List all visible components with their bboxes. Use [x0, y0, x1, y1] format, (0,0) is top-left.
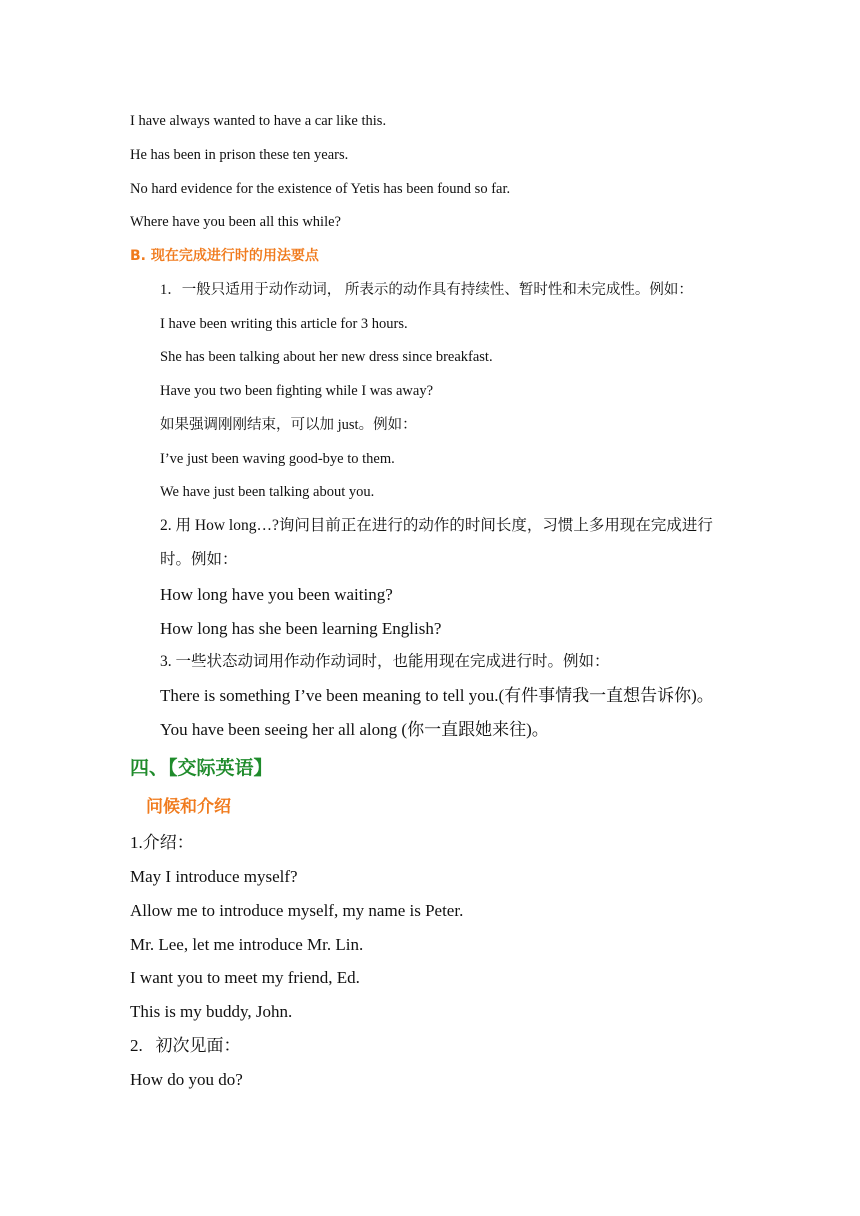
example-sentence: I’ve just been waving good-bye to them.: [160, 451, 395, 467]
usage-point-2-continued: 时。例如：: [160, 551, 238, 568]
usage-point-3: 3. 一些状态动词用作动作动词时，也能用现在完成进行时。例如：: [160, 653, 610, 670]
example-sentence: There is something I’ve been meaning to tell you.(有件事情我一直想告诉你)。: [160, 686, 714, 705]
section-four-subheading: 问候和介绍: [146, 797, 231, 817]
example-sentence: Mr. Lee, let me introduce Mr. Lin.: [130, 935, 364, 954]
section-four-heading: 四、【交际英语】: [130, 757, 273, 779]
example-sentence: This is my buddy, John.: [130, 1002, 293, 1021]
example-sentence: I have been writing this article for 3 hours.: [160, 316, 408, 332]
example-sentence: Allow me to introduce myself, my name is Peter.: [130, 901, 464, 920]
example-sentence: How long has she been learning English?: [160, 619, 442, 638]
usage-point-2: 2. 用 How long…?询问目前正在进行的动作的时间长度，习惯上多用现在完成进行: [160, 517, 713, 534]
example-sentence: Where have you been all this while?: [130, 214, 341, 230]
just-note: 如果强调刚刚结束，可以加 just。例如：: [160, 417, 417, 433]
example-sentence: I want you to meet my friend, Ed.: [130, 968, 360, 987]
first-meet-label: 2. 初次见面：: [130, 1036, 241, 1055]
section-b-heading: B. 现在完成进行时的用法要点: [130, 248, 319, 264]
example-sentence: I have always wanted to have a car like this.: [130, 113, 387, 129]
example-sentence: We have just been talking about you.: [160, 484, 375, 500]
example-sentence: How do you do?: [130, 1070, 243, 1089]
usage-point-1: 1．一般只适用于动作动词， 所表示的动作具有持续性、暂时性和未完成性。例如：: [160, 282, 693, 298]
example-sentence: You have been seeing her all along (你一直跟她来往)。: [160, 720, 549, 739]
example-sentence: She has been talking about her new dress since breakfast.: [160, 349, 493, 365]
example-sentence: Have you two been fighting while I was away?: [160, 383, 434, 399]
example-sentence: No hard evidence for the existence of Yetis has been found so far.: [130, 181, 511, 197]
example-sentence: May I introduce myself?: [130, 867, 298, 886]
intro-label: 1.介绍：: [130, 833, 194, 852]
example-sentence: He has been in prison these ten years.: [130, 147, 349, 163]
example-sentence: How long have you been waiting?: [160, 585, 393, 604]
